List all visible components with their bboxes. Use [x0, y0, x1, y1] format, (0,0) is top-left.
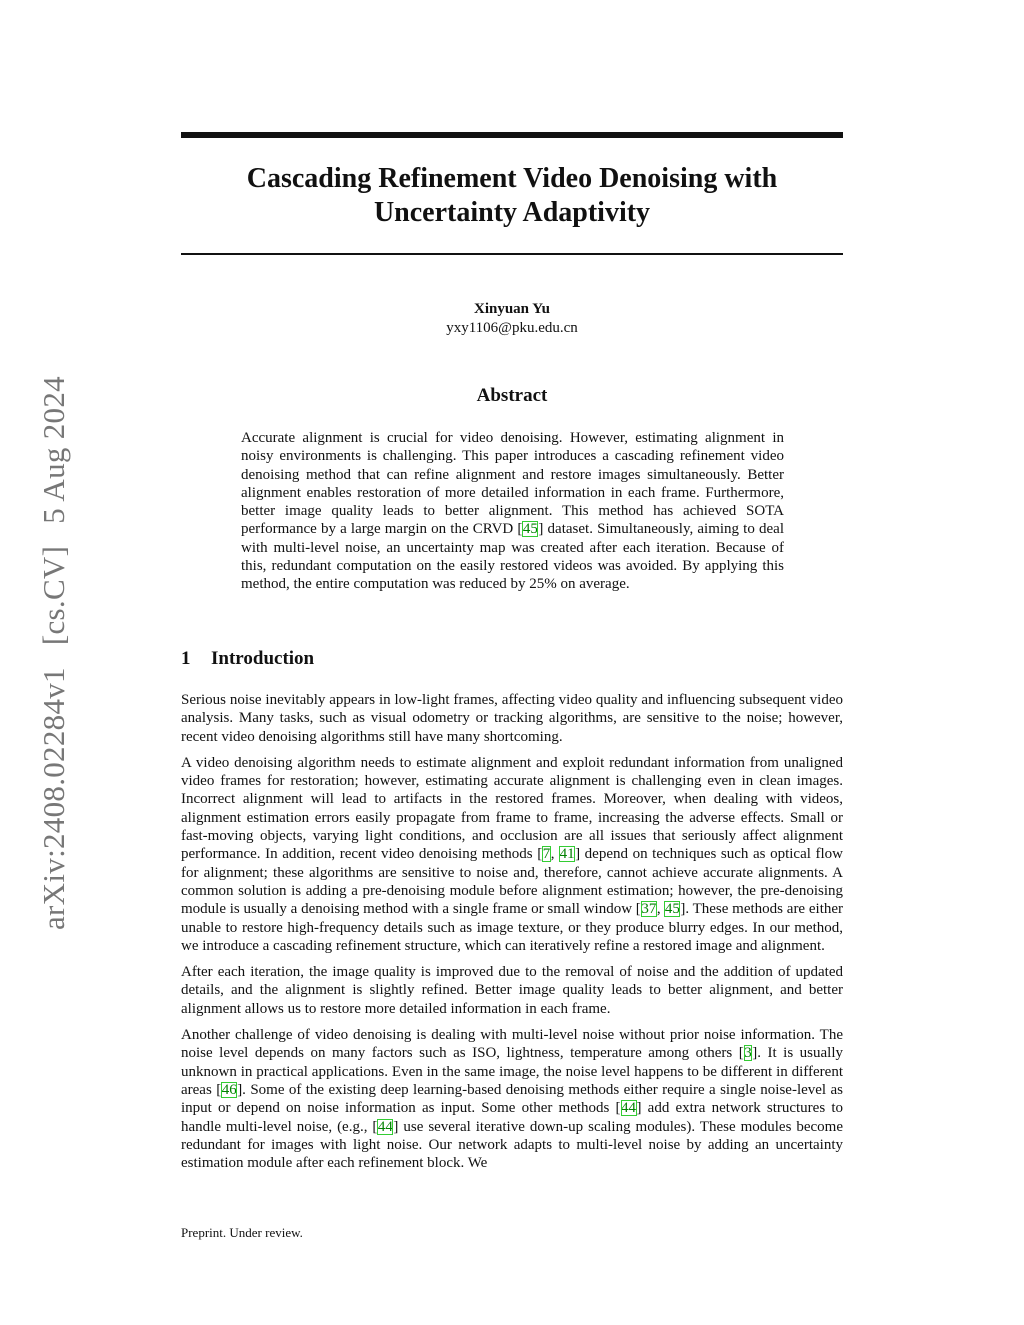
author-name: Xinyuan Yu — [473, 301, 551, 317]
title-line-2: Uncertainty Adaptivity — [373, 197, 651, 228]
citation-link[interactable]: 37 — [641, 901, 657, 918]
paragraph-text: ]. These methods are either unable to restore high-frequency details such as image texture, or they produce blurry edges. In our method, we introduce a cascading refinement structure, which can iteratively refine a restored image and alignment. — [181, 901, 844, 954]
paragraph-text: ] use several iterative down-up scaling modules). These modules become redundant for images with light noise. Our network adapts to multi-level noise by adding an uncertainty estimation module after each refinement block. We — [181, 1118, 843, 1172]
section-title: Introduction — [211, 648, 315, 669]
author-email: yxy1106@pku.edu.cn — [446, 320, 578, 336]
paragraph-3: After each iteration, the image quality is improved due to the removal of noise and the addition of updated details, and the alignment is slightly refined. Better image quality leads to better alignment, and better alignment allows us to restore more detailed information in each frame. — [181, 964, 843, 1017]
section-heading-introduction — [181, 647, 314, 671]
paragraph-text: Another challenge of video denoising is dealing with multi-level noise without prior noise information. The noise level depends on many factors such as ISO, lightness, temperature among others [ — [181, 1027, 843, 1062]
citation-separator: , — [656, 901, 665, 918]
citation-link[interactable]: 45 — [522, 521, 538, 538]
paragraph-text: ]. It is usually unknown in practical applications. Even in the same image, the noise level happens to be different in different areas [ — [181, 1045, 844, 1098]
abstract-text — [241, 429, 784, 594]
title-top-rule — [181, 132, 843, 138]
abstract-part-1: Accurate alignment is crucial for video denoising. However, estimating alignment in noisy environments is challenging. This paper introduces a cascading refinement video denoising method that can refine alignment and restore images simultaneously. Better alignment enables restoration of more detailed information in each frame. Furthermore, better image quality leads to better alignment. This method has achieved SOTA performance by a large margin on the CRVD [ — [241, 430, 784, 538]
citation-link[interactable]: 45 — [664, 901, 680, 918]
citation-separator: , — [550, 846, 560, 863]
arxiv-category: [cs.CV] — [36, 545, 71, 646]
citation-link[interactable]: 7 — [542, 846, 551, 863]
citation-link[interactable]: 44 — [621, 1100, 637, 1117]
title-bottom-rule — [181, 253, 843, 255]
paragraph-4 — [181, 1026, 843, 1172]
abstract-part-2: ] dataset. Simultaneously, aiming to deal with multi-level noise, an uncertainty map was created after each iteration. Because of this, redundant computation on the easily restored videos was avoided. By applying this method, the entire computation was reduced by 25% on average. — [241, 521, 784, 593]
abstract-heading: Abstract — [476, 385, 548, 406]
title-line-1: Cascading Refinement Video Denoising with — [246, 163, 778, 194]
paragraph-text: ] add extra network structures to handle multi-level noise, (e.g., [ — [181, 1100, 843, 1135]
arxiv-date: 5 Aug 2024 — [36, 376, 71, 524]
citation-link[interactable]: 44 — [377, 1118, 393, 1135]
paragraph-text: ]. Some of the existing deep learning-based denoising methods either require a single noise-level as input or depend on noise information as input. Some other methods [ — [181, 1081, 843, 1117]
author-block — [181, 300, 843, 338]
citation-link[interactable]: 46 — [221, 1081, 237, 1098]
paragraph-1: Serious noise inevitably appears in low-light frames, affecting video quality and influencing subsequent video analysis. Many tasks, such as visual odometry or tracking algorithms, are sensitive to the noise; however, recent video denoising algorithms still have many shortcoming. — [181, 692, 843, 745]
citation-link[interactable]: 41 — [559, 846, 575, 863]
section-number: 1 — [181, 648, 191, 669]
paragraph-text: A video denoising algorithm needs to estimate alignment and exploit redundant information from unaligned video frames for restoration; however, estimating accurate alignment is challenging even in clean images. Incorrect alignment will lead to artifacts in the restored frames. Moreover, when dealing with videos, alignment estimation errors easily propagate from frame to frame, increasing the adverse effects. Small or fast-moving objects, varying light conditions, and occlusion are all issues that seriously affect alignment performance. In addition, recent video denoising methods [ — [181, 754, 843, 863]
paper-title — [181, 162, 843, 230]
footer-note: Preprint. Under review. — [181, 1225, 303, 1240]
paragraph-text: ] depend on techniques such as optical flow for alignment; these algorithms are sensitive to noise and, therefore, cannot achieve accurate alignments. A common solution is adding a pre-denoising module before alignment estimation; however, the pre-denoising module is usually a denoising method with a single frame or small window [ — [181, 846, 844, 918]
paragraph-2 — [181, 754, 843, 955]
arxiv-id: arXiv:2408.02284v1 — [36, 667, 71, 930]
citation-link[interactable]: 3 — [744, 1045, 752, 1062]
arxiv-sidebar-stamp — [38, 376, 69, 930]
introduction-body — [181, 691, 843, 1180]
